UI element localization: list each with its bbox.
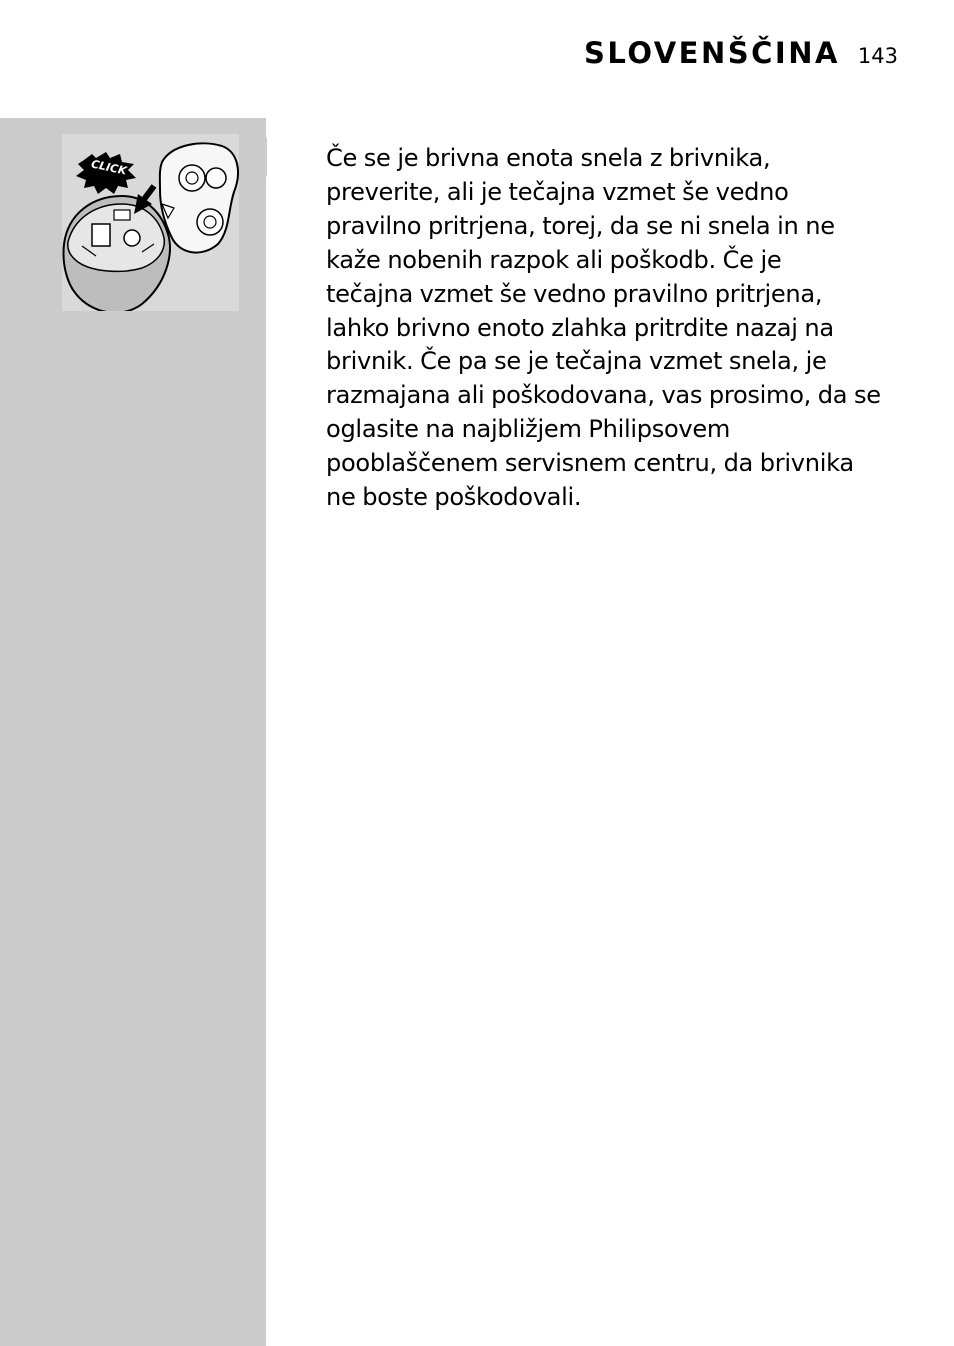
click-badge-text: CLICK	[90, 157, 128, 178]
text-line: pravilno pritrjena, torej, da se ni snela in ne	[326, 211, 835, 240]
callout-pointer	[239, 137, 267, 177]
text-line: pooblaščenem servisnem centru, da brivnika	[326, 449, 854, 478]
page-header	[584, 36, 898, 70]
text-line: kaže nobenih razpok ali poškodb. Če je	[326, 245, 782, 274]
shaver-unit-drawing	[62, 134, 239, 311]
body-paragraph	[326, 142, 904, 515]
text-line: razmajana ali poškodovana, vas prosimo, da se	[326, 381, 881, 410]
text-line: brivnik. Če pa se je tečajna vzmet snela, je	[326, 347, 827, 376]
text-line: preverite, ali je tečajna vzmet še vedno	[326, 177, 789, 206]
page-number: 143	[857, 44, 898, 68]
text-line: Če se je brivna enota snela z brivnika,	[326, 144, 771, 172]
language-title: SLOVENŠČINA	[584, 36, 840, 70]
text-line: lahko brivno enoto zlahka pritrdite nazaj na	[326, 313, 834, 342]
text-line: oglasite na najbližjem Philipsovem	[326, 415, 731, 444]
shaver-reattach-illustration	[62, 134, 239, 311]
text-line: tečajna vzmet še vedno pravilno pritrjena,	[326, 279, 823, 308]
text-line: ne boste poškodovali.	[326, 483, 582, 512]
